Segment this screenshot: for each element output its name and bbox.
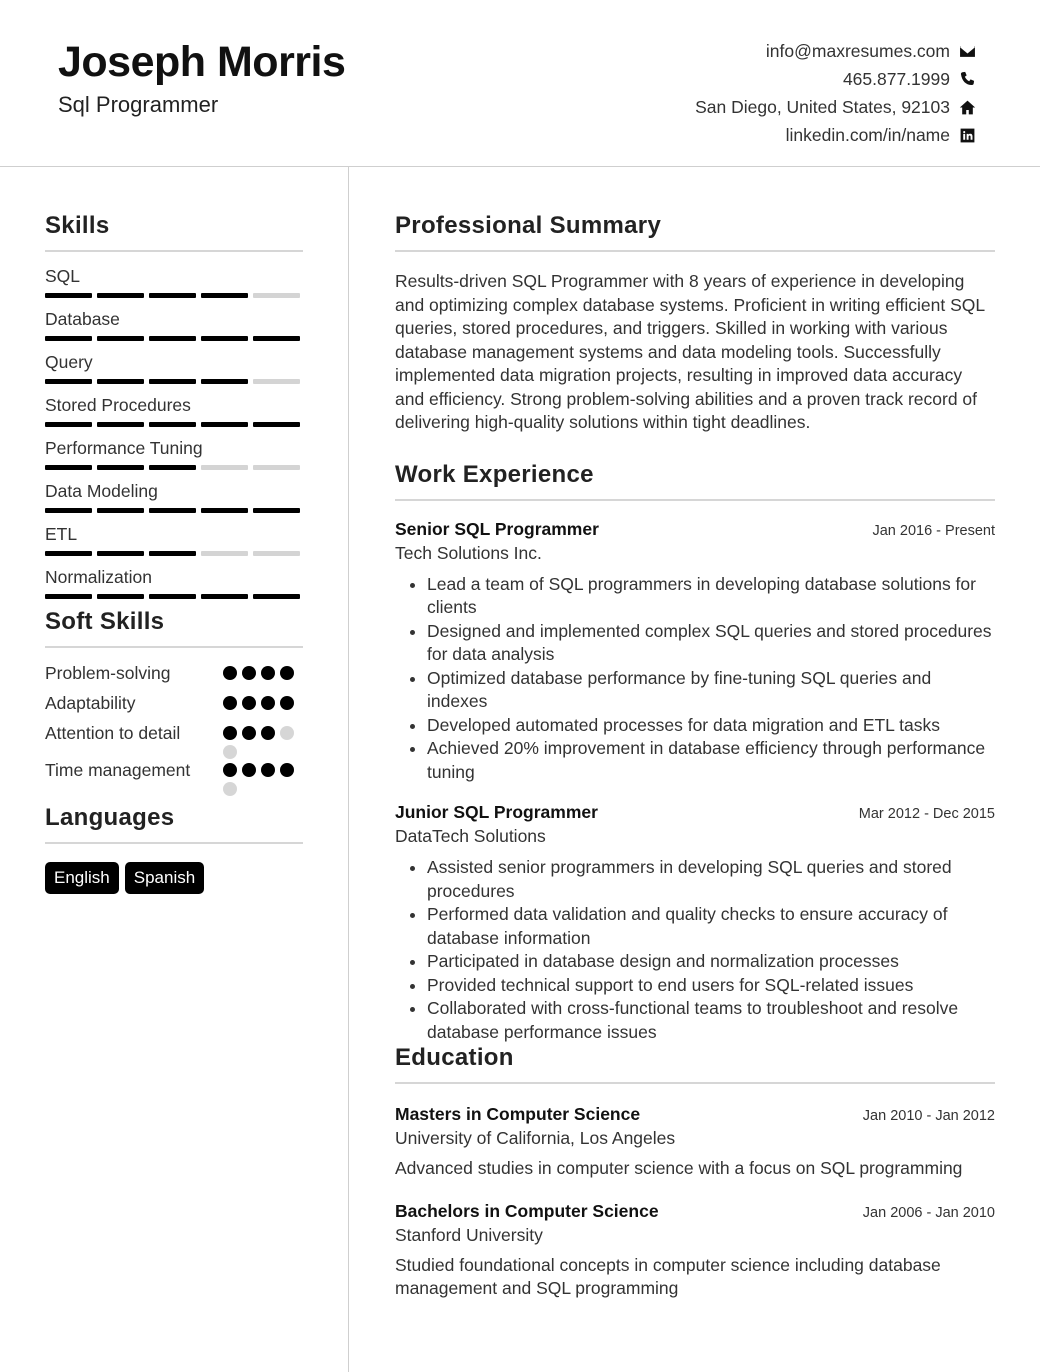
rating-dot [280,726,294,740]
job-role: Junior SQL Programmer [395,802,598,822]
job-bullet: • Achieved 20% improvement in database efficiency through performance tuning [427,737,995,784]
skill-level-segment [149,379,196,384]
skill-name: Performance Tuning [45,438,203,458]
skill-level-segment [149,422,196,427]
skill-level-segment [253,551,300,556]
skill-level-segment [45,422,92,427]
column-divider [348,166,349,1372]
job-bullets [395,856,995,1044]
soft-skill-name: Adaptability [45,693,136,713]
education-description: Advanced studies in computer science with a focus on SQL programming [395,1158,963,1178]
soft-skills-list [45,662,303,796]
contact-phone[interactable] [695,65,976,93]
skill-level-bar [45,594,303,599]
education-school: Stanford University [395,1224,543,1245]
rating-dot [261,726,275,740]
resume-header [0,0,1040,167]
contact-linkedin-text: linkedin.com/in/name [785,124,950,145]
skill-level-segment [149,508,196,513]
job-bullet: • Lead a team of SQL programmers in developing database solutions for clients [427,573,995,620]
soft-skills-heading: Soft Skills [45,608,303,648]
skill-level-bar [45,379,303,384]
job-bullet: • Assisted senior programmers in developing SQL queries and stored procedures [427,856,995,903]
skill-item [45,434,303,477]
skill-level-segment [97,594,144,599]
skill-level-segment [149,336,196,341]
contact-linkedin[interactable] [695,121,976,149]
rating-dot [261,666,275,680]
job-bullet: • Designed and implemented complex SQL queries and stored procedures for data analysis [427,620,995,667]
candidate-title: Sql Programmer [58,92,219,117]
skill-level-segment [97,508,144,513]
education-list [395,1104,995,1301]
job-dates: Mar 2012 - Dec 2015 [858,806,995,822]
language-badge: English [45,862,119,894]
contact-location-text: San Diego, United States, 92103 [695,96,950,117]
job-dates: Jan 2016 - Present [872,522,995,539]
job-company: Tech Solutions Inc. [395,542,542,563]
skill-level-segment [201,508,248,513]
languages-list [45,862,303,894]
envelope-icon [958,42,976,60]
rating-dot [280,666,294,680]
skill-level-segment [45,508,92,513]
candidate-name: Joseph Morris [58,38,346,86]
skill-item [45,563,303,606]
skill-level-segment [97,379,144,384]
skill-level-bar [45,336,303,341]
skill-level-segment [201,379,248,384]
skills-list [45,262,303,606]
education-dates: Jan 2010 - Jan 2012 [862,1108,995,1124]
soft-skill-rating [223,666,303,692]
job-bullet: • Optimized database performance by fine-tuning SQL queries and indexes [427,667,995,714]
soft-skill-item [45,759,303,796]
languages-heading: Languages [45,804,303,844]
skill-level-segment [201,422,248,427]
job-header [395,519,995,540]
skill-item [45,262,303,305]
skill-level-bar [45,422,303,427]
skill-level-segment [149,465,196,470]
rating-dot [261,696,275,710]
education-header [395,1104,995,1125]
job-entry [395,519,995,785]
education-heading: Education [395,1044,995,1084]
skill-name: ETL [45,524,78,544]
skill-level-segment [201,551,248,556]
skill-level-segment [253,422,300,427]
skill-level-bar [45,551,303,556]
skill-level-segment [97,465,144,470]
skill-level-segment [201,594,248,599]
skill-level-segment [45,551,92,556]
skill-level-segment [201,293,248,298]
skill-level-bar [45,508,303,513]
contact-block [695,37,976,149]
job-bullet: • Collaborated with cross-functional teams to troubleshoot and resolve database performance issues [427,997,995,1044]
job-header [395,802,995,823]
skill-level-segment [253,508,300,513]
contact-phone-text: 465.877.1999 [842,68,950,89]
skill-level-segment [253,336,300,341]
contact-location [695,93,976,121]
contact-email[interactable] [695,37,976,65]
skill-level-segment [149,551,196,556]
job-entry [395,802,995,1044]
rating-dot [223,726,237,740]
skill-name: SQL [45,266,81,286]
rating-dot [223,696,237,710]
skill-level-segment [253,379,300,384]
soft-skill-rating [223,763,303,796]
soft-skill-name: Time management [45,760,191,780]
education-school: University of California, Los Angeles [395,1128,676,1148]
job-role: Senior SQL Programmer [395,518,599,539]
job-bullets [395,573,995,785]
job-bullet: • Developed automated processes for data migration and ETL tasks [427,714,995,738]
education-entry [395,1201,995,1301]
summary-text: Results-driven SQL Programmer with 8 years of experience in developing and optimizing complex database systems. Proficient in writing efficient SQL queries, stored procedures, and triggers. Skilled in working with various database management systems and data modeling tools. Successfully implemented data migration projects, resulting in improved data accuracy and efficiency. Strong problem-solving abilities and a proven track record of delivering high-quality solutions within tight deadlines. [395,271,985,432]
rating-dot [223,745,237,759]
soft-skill-name: Problem-solving [45,663,171,683]
rating-dot [280,696,294,710]
skill-name: Query [45,352,93,372]
rating-dot [223,666,237,680]
skill-item [45,477,303,520]
rating-dot [223,782,237,796]
experience-list [395,519,995,1045]
skill-name: Stored Procedures [45,395,191,415]
language-badge: Spanish [125,862,204,894]
skill-item [45,305,303,348]
skill-level-segment [45,465,92,470]
skill-level-segment [45,336,92,341]
skill-level-segment [201,336,248,341]
contact-email-text: info@maxresumes.com [765,40,950,61]
soft-skill-item [45,662,303,692]
phone-icon [958,70,976,88]
skill-level-segment [45,293,92,298]
rating-dot [242,726,256,740]
skill-level-bar [45,465,303,470]
main-content [395,166,995,1301]
skill-name: Database [45,309,120,329]
rating-dot [223,763,237,777]
soft-skill-rating [223,726,303,759]
skill-level-segment [149,293,196,298]
education-degree: Masters in Computer Science [395,1104,641,1124]
skill-level-segment [253,594,300,599]
skill-name: Normalization [45,567,152,587]
skill-item [45,391,303,434]
experience-heading: Work Experience [395,461,995,501]
skill-level-segment [97,422,144,427]
education-entry [395,1104,995,1181]
skill-level-segment [201,465,248,470]
rating-dot [242,763,256,777]
education-header [395,1201,995,1222]
rating-dot [242,696,256,710]
education-degree: Bachelors in Computer Science [395,1200,659,1221]
skill-name: Data Modeling [45,481,158,501]
skill-level-segment [45,379,92,384]
skill-level-segment [97,551,144,556]
skill-level-segment [45,594,92,599]
job-bullet: • Provided technical support to end users for SQL-related issues [427,974,995,998]
soft-skill-item [45,692,303,722]
skill-level-bar [45,293,303,298]
skill-level-segment [253,465,300,470]
skill-level-segment [253,293,300,298]
soft-skill-name: Attention to detail [45,723,181,743]
education-dates: Jan 2006 - Jan 2010 [862,1204,995,1221]
soft-skill-item [45,722,303,759]
rating-dot [242,666,256,680]
skill-level-segment [149,594,196,599]
skill-item [45,348,303,391]
skill-item [45,520,303,563]
education-description: Studied foundational concepts in computer science including database management and SQL programming [395,1254,941,1298]
rating-dot [261,763,275,777]
sidebar [45,166,303,894]
skills-heading: Skills [45,212,303,252]
skill-level-segment [97,336,144,341]
summary-heading: Professional Summary [395,212,995,252]
job-bullet: • Performed data validation and quality checks to ensure accuracy of database information [427,903,995,950]
rating-dot [280,763,294,777]
job-bullet: • Participated in database design and normalization processes [427,950,995,974]
home-icon [958,98,976,116]
soft-skill-rating [223,696,303,722]
linkedin-icon [958,126,976,144]
job-company: DataTech Solutions [395,826,546,846]
skill-level-segment [97,293,144,298]
